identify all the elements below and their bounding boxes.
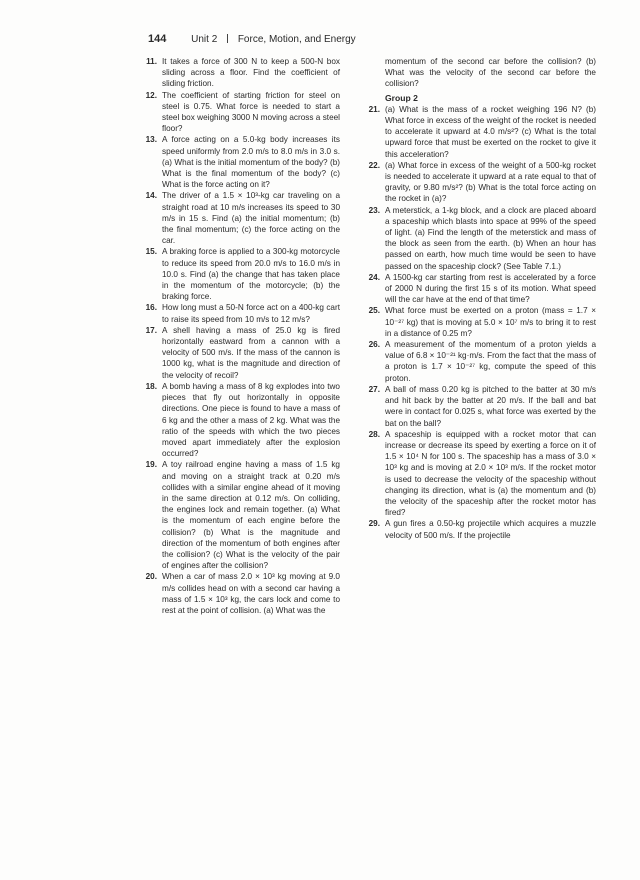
problem-text: What force must be exerted on a proton (mass = 1.7 × 10⁻²⁷ kg) that is moving at 5.0 × 10⁷ m/s to bring it to rest in a distance of 0.25 m? [385,306,596,338]
problem-text: (a) What force in excess of the weight of a 500-kg rocket is needed to accelerate it upward at a rate equal to that of gravity, or 9.80 m/s²? (b) What is the total force acting on the rocket in (a)? [385,160,596,204]
problem-text: A shell having a mass of 25.0 kg is fired horizontally eastward from a cannon with a velocity of 500 m/s. If the mass of the cannon is 1000 kg, what is the magnitude and direction of the velocity of recoil? [162,325,340,380]
problem-24 [363,272,596,306]
problem-11 [140,56,340,90]
problem-12 [140,90,340,135]
problem-23 [363,205,596,272]
problem-number: 13. [145,135,157,145]
problem-number: 28. [368,429,380,439]
problem-number: 29. [368,519,380,529]
problem-number: 17. [145,325,157,335]
problem-number: 26. [368,340,380,350]
problem-16 [140,302,340,324]
problem-number: 11. [146,57,157,66]
page-number: 144 [148,33,167,45]
problem-number: 16. [145,303,157,313]
left-column [140,56,340,616]
problem-27 [363,384,596,429]
problem-19 [140,459,340,571]
problem-15 [140,246,340,302]
problem-25 [363,305,596,339]
problem-18 [140,381,340,459]
problem-text: When a car of mass 2.0 × 10³ kg moving at 9.0 m/s collides head on with a second car having a mass of 1.5 × 10³ kg, the cars lock and come to rest at the point of collision. (a) What was the [162,572,340,615]
problem-text: A meterstick, a 1-kg block, and a clock are placed aboard a spaceship which blasts into space at 99% of the speed of light. (a) Find the length of the meterstick and mass of the block as seen from the earth. (b) When an hour has passed on earth, how much time would be seen to have passed on the spaceship clock? (See Table 7.1.) [385,205,596,271]
problem-text: A spaceship is equipped with a rocket motor that can increase or decrease its speed by exerting a force on it of 1.5 × 10⁴ N for 100 s. The spaceship has a mass of 3.0 × 10³ kg and is moving at 2.0 × 10³ m/s. If the rocket motor is used to decrease the velocity of the spaceship without changing its direction, what is (a) the momentum and (b) the velocity of the spaceship after the rocket motor has fired? [385,429,596,518]
problem-text: A 1500-kg car starting from rest is accelerated by a force of 2000 N during the first 15 s of its motion. What speed will the car have at the end of that time? [385,272,596,305]
problem-text: A measurement of the momentum of a proton yields a value of 6.8 × 10⁻²¹ kg·m/s. From the fact that the mass of a proton is 1.7 × 10⁻²⁷ kg, compute the speed of this proton. [385,340,596,383]
chapter-title: Force, Motion, and Energy [237,34,356,45]
problem-text: A force acting on a 5.0-kg body increases its speed uniformly from 2.0 m/s to 8.0 m/s in 3.0 s. (a) What is the initial momentum of the body? (b) What is the final momentum of the body? (c) What is the force acting on it? [162,135,340,190]
problem-22 [363,160,596,205]
group-heading: Group 2 [385,92,418,103]
problem-29 [363,518,596,540]
page-header [148,31,608,47]
problem-17 [140,325,340,381]
problem-number: 23. [368,205,380,215]
unit-label: Unit 2 [191,34,218,45]
problem-26 [363,339,596,384]
problem-number: 20. [145,572,157,582]
problem-number: 14. [145,191,157,201]
problem-20 [140,571,340,616]
problem-number: 18. [145,381,157,391]
problem-20-continuation: momentum of the second car before the collision? (b) What was the velocity of the second car before the collision? [385,57,596,89]
problem-number: 22. [368,160,380,170]
problem-28 [363,429,596,519]
problem-number: 27. [368,384,380,394]
problem-text: A toy railroad engine having a mass of 1.5 kg and moving on a straight track at 0.20 m/s collides with a similar engine ahead of it moving in the same direction at 0.12 m/s. On colliding, the engines lock and remain together. (a) What is the momentum of each engine before the collision? (b) What is the magnitude and direction of the momentum of both engines after the collision? (c) What is the velocity of the pair of engines after the collision? [162,460,340,571]
problem-text: How long must a 50-N force act on a 400-kg cart to raise its speed from 10 m/s to 12 m/s? [162,303,340,324]
problem-text: A bomb having a mass of 8 kg explodes into two pieces that fly out horizontally in opposite directions. One piece is found to have a mass of 6 kg and the other a mass of 2 kg. What was the ratio of the speeds with which the two pieces moved apart immediately after the explosion occurred? [162,381,340,459]
problem-text: The driver of a 1.5 × 10³-kg car traveling on a straight road at 10 m/s increases its speed to 30 m/s in 15 s. Find (a) the initial momentum; (b) the final momentum; (c) the force acting on the car. [162,191,340,246]
problem-number: 25. [368,306,380,316]
problem-14 [140,190,340,246]
problem-21 [363,104,596,160]
problem-text: A gun fires a 0.50-kg projectile which acquires a muzzle velocity of 500 m/s. If the projectile [385,519,596,540]
right-column [363,56,596,541]
problem-text: (a) What is the mass of a rocket weighing 196 N? (b) What force in excess of the weight of the rocket is needed to accelerate it upward at 4.0 m/s²? (c) What is the total upward force that must be exerted on the rocket to give it this acceleration? [385,104,596,159]
problem-text: It takes a force of 300 N to keep a 500-N box sliding across a floor. Find the coefficient of sliding friction. [162,57,340,89]
problem-text: A braking force is applied to a 300-kg motorcycle to reduce its speed from 20.0 m/s to 16.0 m/s in 10.0 s. Find (a) the change that has taken place in the momentum of the motorcycle; (b) the braking force. [162,247,340,302]
header-divider [227,34,228,43]
problem-text: A ball of mass 0.20 kg is pitched to the batter at 30 m/s and hit back by the batter at 20 m/s. If the ball and bat were in contact for 0.025 s, what force was exerted by the bat on the ball? [385,384,596,428]
problem-number: 24. [368,272,380,282]
problem-13 [140,134,340,190]
problem-number: 15. [145,247,157,257]
problem-number: 21. [368,104,380,114]
problem-number: 19. [145,460,157,470]
problem-text: The coefficient of starting friction for steel on steel is 0.75. What force is needed to start a steel box weighing 3000 N moving across a steel floor? [162,90,340,134]
problem-number: 12. [145,90,157,100]
